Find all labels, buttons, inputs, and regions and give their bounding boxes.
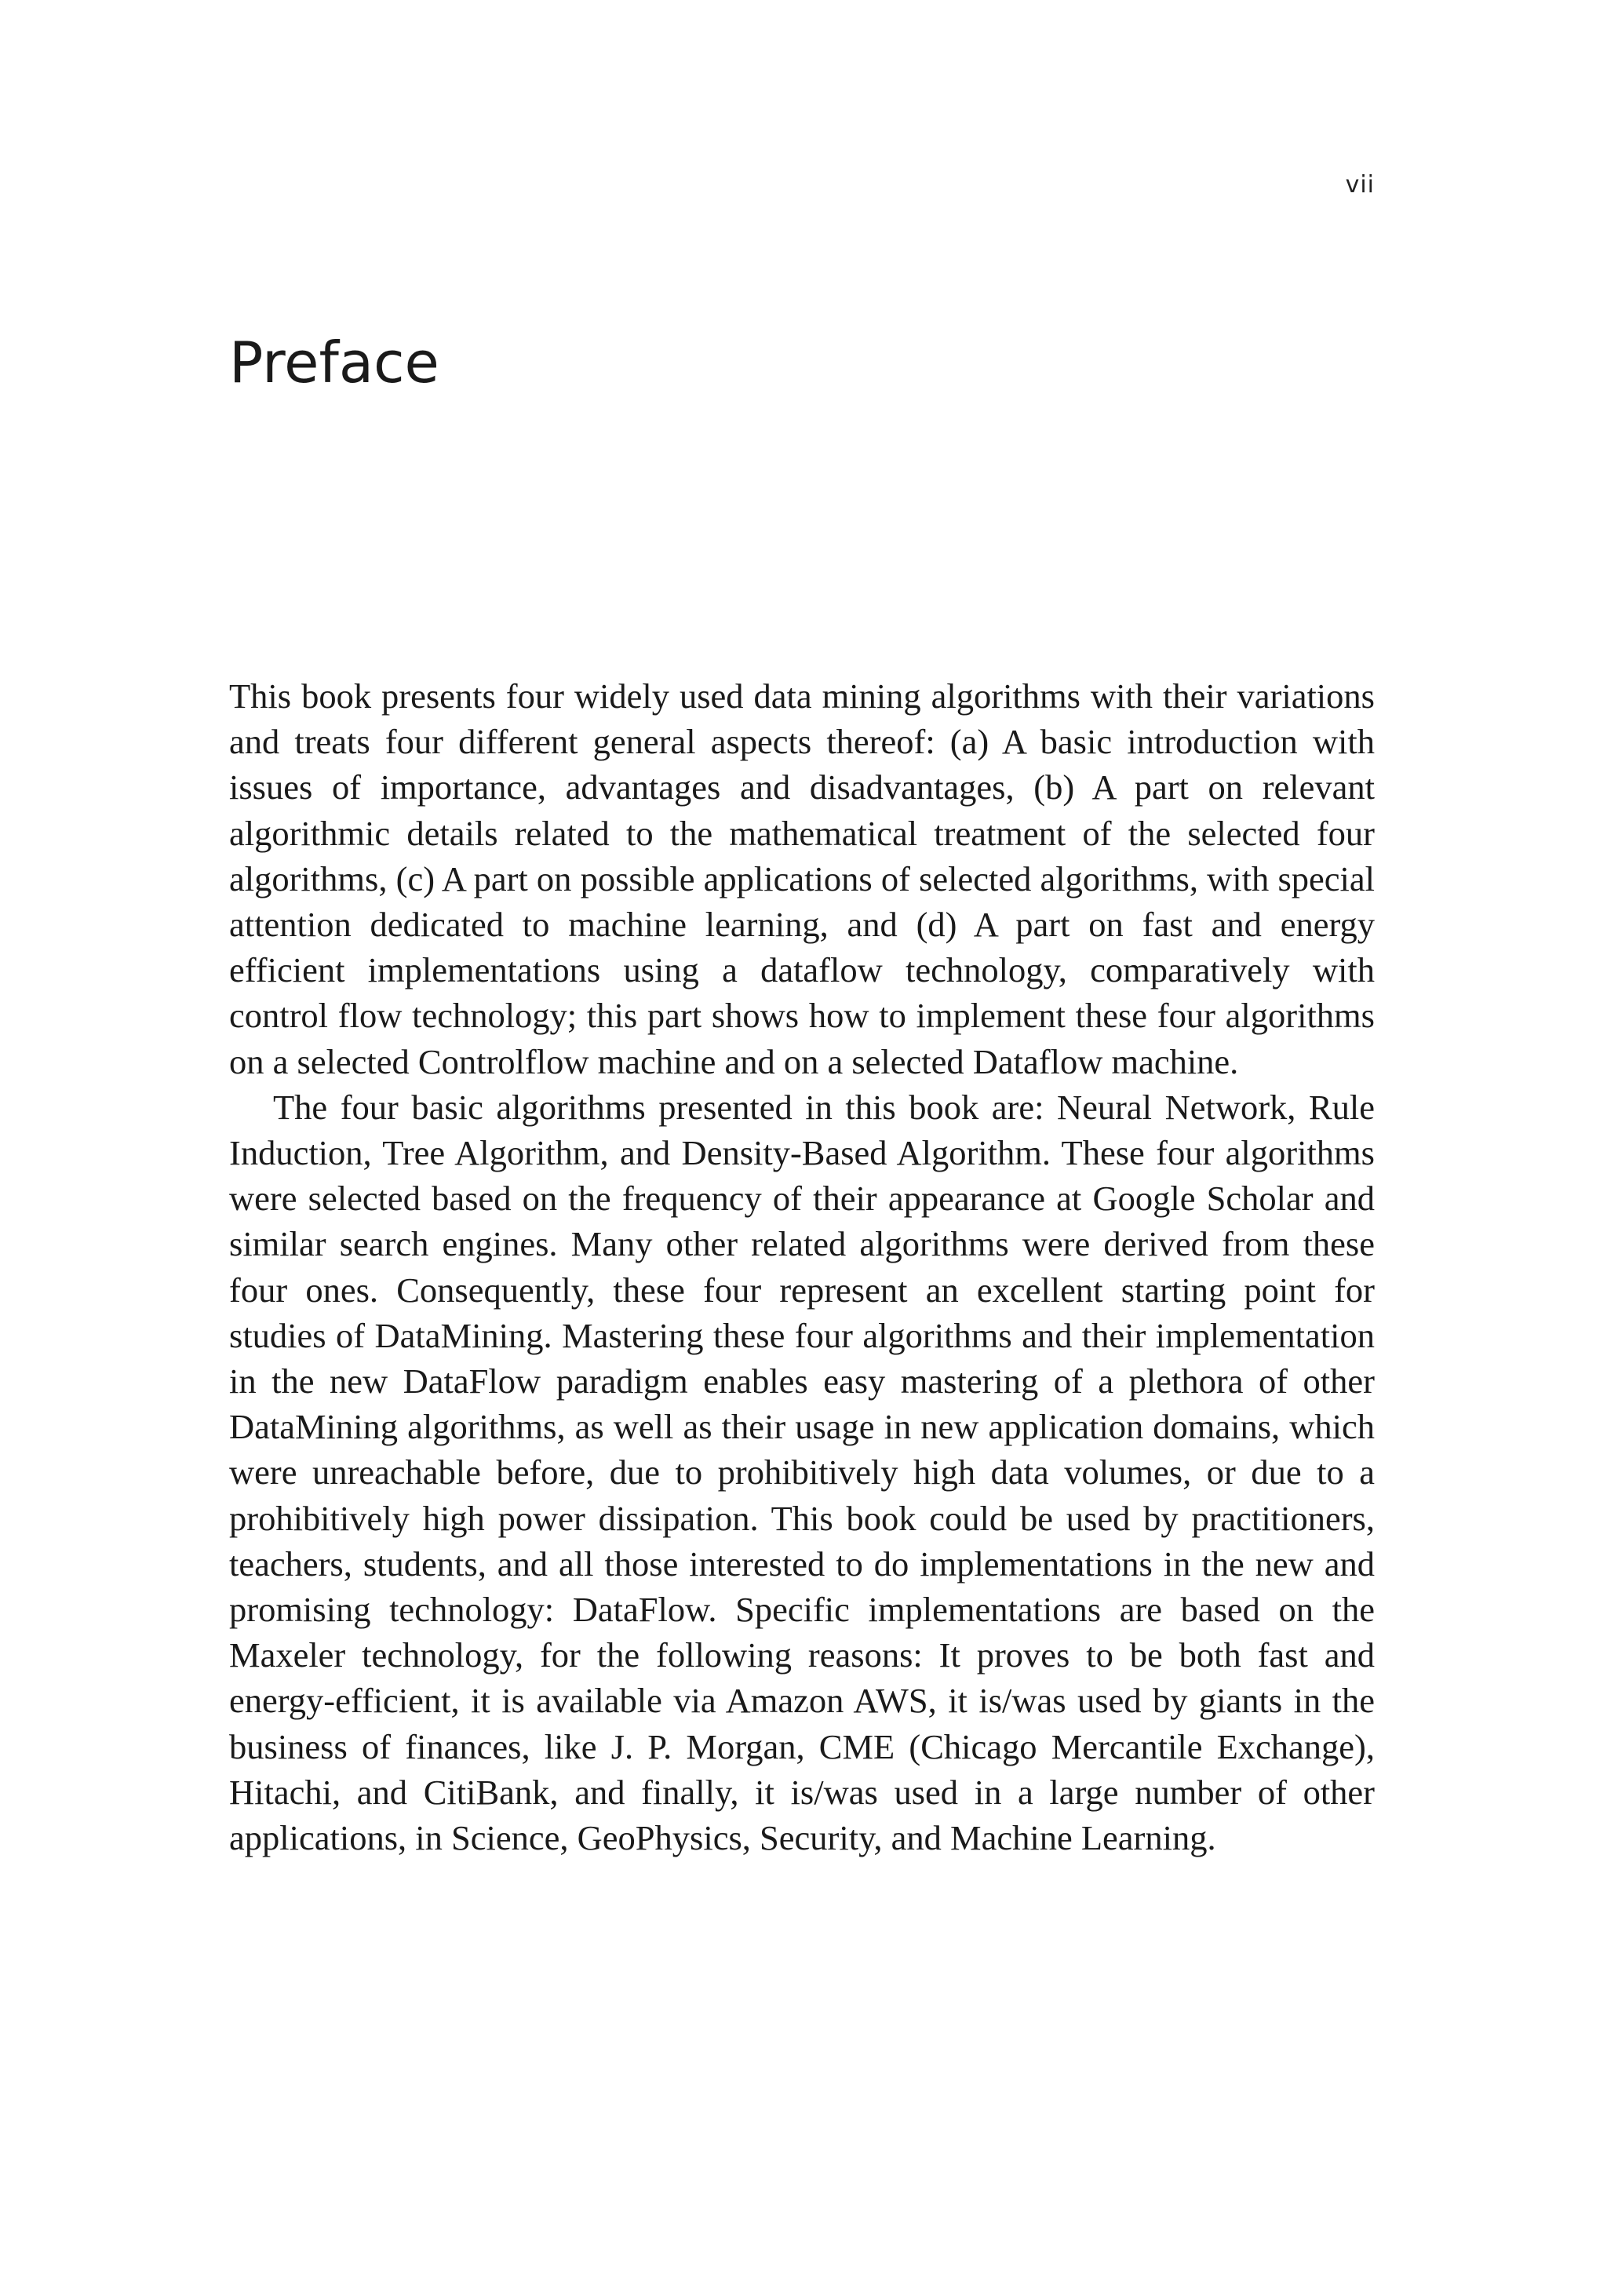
page-number: vii xyxy=(1345,171,1375,199)
chapter-title: Preface xyxy=(229,330,439,395)
paragraph-1: This book presents four widely used data mining algorithms with their variations and treats four different general aspects thereof: (a) A basic introduction with issues of importance, advantages and disadvantages, (b) A part on relevant algorithmic details related to the mathematical treatment of the selected four algorithms, (c) A part on possible applications of selected algorithms, with special attention dedicated to machine learning, and (d) A part on fast and energy efficient implementations using a dataflow technology, comparatively with control flow technology; this part shows how to implement these four algorithms on a selected Controlflow machine and on a selected Dataflow machine. xyxy=(229,676,1375,1081)
body-text xyxy=(229,673,1375,1860)
paragraph-2: The four basic algorithms presented in this book are: Neural Network, Rule Induction, Tree Algorithm, and Density-Based Algorithm. These four algorithms were selected based on the frequency of their appearance at Google Scholar and similar search engines. Many other related algorithms were derived from these four ones. Consequently, these four represent an excellent starting point for studies of DataMining. Mastering these four algorithms and their implementation in the new DataFlow paradigm enables easy mastering of a plethora of other DataMining algorithms, as well as their usage in new application domains, which were unreachable before, due to prohibitively high data volumes, or due to a prohibitively high power dissipation. This book could be used by practitioners, teachers, students, and all those interested to do implementations in the new and promising technology: DataFlow. Specific implementations are based on the Maxeler technology, for the following reasons: It proves to be both fast and energy-efficient, it is available via Amazon AWS, it is/was used by giants in the business of finances, like J. P. Morgan, CME (Chicago Mercantile Exchange), Hitachi, and CitiBank, and finally, it is/was used in a large number of other applications, in Science, GeoPhysics, Security, and Machine Learning. xyxy=(229,1087,1375,1858)
